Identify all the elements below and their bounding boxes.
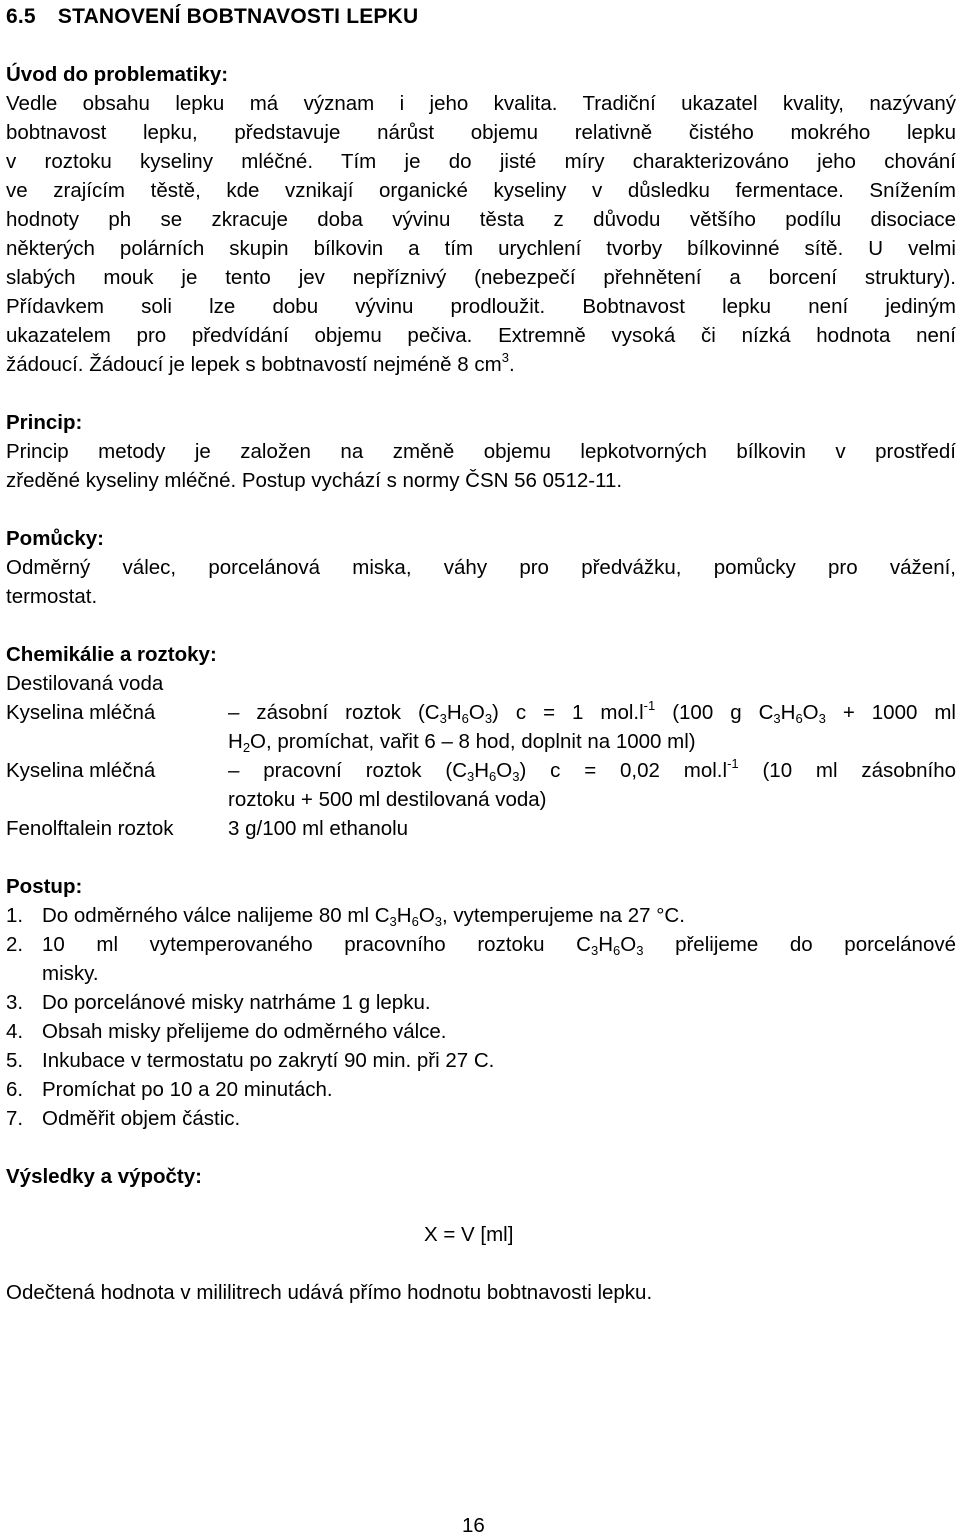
step-number: 3. bbox=[6, 991, 24, 1014]
step-text: Do porcelánové misky natrháme 1 g lepku. bbox=[42, 991, 431, 1014]
vysledky-heading: Výsledky a výpočty: bbox=[6, 1165, 202, 1188]
section-title bbox=[6, 2, 418, 31]
step-text: Obsah misky přelijeme do odměrného válce. bbox=[42, 1020, 447, 1043]
text-line: ukazatelem pro předvídání objemu pečiva. Extremně vysoká či nízká hodnota není bbox=[6, 324, 956, 347]
chem-water bbox=[6, 669, 956, 698]
result-formula: X = V [ml] bbox=[424, 1223, 514, 1246]
text-line: Přídavkem soli lze dobu vývinu prodloužit. Bobtnavost lepku není jediným bbox=[6, 295, 956, 318]
intro-heading: Úvod do problematiky: bbox=[6, 63, 229, 86]
text-line: Odměrný válec, porcelánová miska, váhy pro předvážku, pomůcky pro vážení, bbox=[6, 556, 956, 579]
postup-heading: Postup: bbox=[6, 875, 83, 898]
text-line: termostat. bbox=[6, 585, 98, 608]
text-line: bobtnavost lepku, představuje nárůst objemu relativně čistého mokrého lepku bbox=[6, 121, 956, 144]
chem-item-stock bbox=[6, 698, 956, 756]
text-line: slabých mouk je tento jev nepříznivý (nebezpečí přehnětení a borcení struktury). bbox=[6, 266, 956, 289]
step-item bbox=[6, 1017, 956, 1046]
chem-value: 3 g/100 ml ethanolu bbox=[228, 817, 409, 840]
text-line: Odečtená hodnota v mililitrech udává přímo hodnotu bobtnavosti lepku. bbox=[6, 1281, 653, 1304]
result-note bbox=[6, 1278, 956, 1307]
chem-value: – pracovní roztok $(C_3H_6O_3) c = 0,02$ $mol.l^{-1}$ (10 ml zásobního roztoku + 500 ml destilovaná voda) bbox=[228, 756, 957, 811]
chemikalie-heading: Chemikálie a roztoky: bbox=[6, 643, 217, 666]
intro-paragraph bbox=[6, 89, 956, 379]
page-number: 16 bbox=[462, 1514, 485, 1537]
chem-item-working bbox=[6, 756, 956, 814]
chem-value: – zásobní roztok $(C_3H_6O_3) c = 1$ $mol.l^{-1}$ (100 g $C_3H_6O_3 + 1000$ ml $H_2O$, promíchat, vařit 6 – 8 hod, doplnit na 1000 ml) bbox=[228, 698, 956, 755]
step-text: 10 ml vytemperovaného pracovního roztoku $C_3H_6O_3$ přelijeme do porcelánové misky. bbox=[42, 933, 956, 985]
chem-name: Kyselina mléčná bbox=[6, 701, 156, 724]
step-text: Inkubace v termostatu po zakrytí 90 min. při 27 C. bbox=[42, 1049, 495, 1072]
step-item bbox=[6, 1046, 956, 1075]
step-item bbox=[6, 930, 956, 988]
text-line: ve zrajícím těstě, kde vznikají organické kyseliny v důsledku fermentace. Snížením bbox=[6, 179, 956, 202]
text-line: Princip metody je založen na změně objemu lepkotvorných bílkovin v prostředí bbox=[6, 440, 956, 463]
step-text: Do odměrného válce nalijeme 80 ml $C_3H_6O_3$, vytemperujeme na 27 °C. bbox=[42, 904, 685, 929]
step-item bbox=[6, 1075, 956, 1104]
pomucky-heading: Pomůcky: bbox=[6, 527, 104, 550]
chem-name: Destilovaná voda bbox=[6, 672, 164, 695]
text-line: žádoucí. Žádoucí je lepek s bobtnavostí nejméně 8 $cm^3$. bbox=[6, 350, 515, 376]
step-number: 7. bbox=[6, 1107, 24, 1130]
text-line: Vedle obsahu lepku má význam i jeho kvalita. Tradiční ukazatel kvality, nazývaný bbox=[6, 92, 956, 115]
step-number: 2. bbox=[6, 933, 24, 956]
step-number: 4. bbox=[6, 1020, 24, 1043]
section-number: 6.5 bbox=[6, 5, 36, 28]
step-number: 1. bbox=[6, 904, 24, 927]
text-line: zředěné kyseliny mléčné. Postup vychází s normy ČSN 56 0512-11. bbox=[6, 469, 623, 492]
text-line: hodnoty ph se zkracuje doba vývinu těsta z důvodu většího podílu disociace bbox=[6, 208, 956, 231]
chem-item-indicator bbox=[6, 814, 956, 843]
text-line: některých polárních skupin bílkovin a tím urychlení tvorby bílkovinné sítě. U velmi bbox=[6, 237, 956, 260]
pomucky-paragraph bbox=[6, 553, 956, 611]
princip-paragraph bbox=[6, 437, 956, 495]
step-text: Promíchat po 10 a 20 minutách. bbox=[42, 1078, 333, 1101]
section-title-text: STANOVENÍ BOBTNAVOSTI LEPKU bbox=[57, 5, 419, 28]
step-item bbox=[6, 901, 956, 930]
step-number: 5. bbox=[6, 1049, 24, 1072]
chem-name: Kyselina mléčná bbox=[6, 759, 156, 782]
step-number: 6. bbox=[6, 1078, 24, 1101]
step-item bbox=[6, 1104, 956, 1133]
step-text: Odměřit objem částic. bbox=[42, 1107, 241, 1130]
step-item bbox=[6, 988, 956, 1017]
text-line: v roztoku kyseliny mléčné. Tím je do jisté míry charakterizováno jeho chování bbox=[6, 150, 956, 173]
princip-heading: Princip: bbox=[6, 411, 83, 434]
chem-name: Fenolftalein roztok bbox=[6, 817, 174, 840]
